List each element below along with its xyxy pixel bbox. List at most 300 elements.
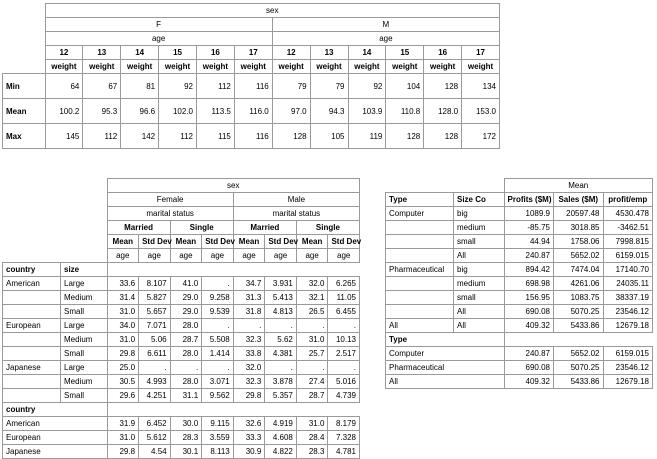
t3-s2-type: All — [386, 375, 505, 389]
t2-r5-c1: 6.611 — [139, 347, 171, 361]
t2-t1-c0: 31.0 — [107, 431, 139, 445]
t3-r1-profits: -85.75 — [504, 221, 554, 235]
t2-r2-c3: 9.539 — [202, 305, 234, 319]
t1-max-m-12: 128 — [272, 124, 310, 149]
t2-blank-b4 — [202, 403, 234, 417]
t1-max-m-16: 128 — [424, 124, 462, 149]
t1-max-f-16: 115 — [197, 124, 235, 149]
t2-age-fs-std: age — [202, 249, 234, 263]
t3-r7-sales: 5070.25 — [554, 305, 604, 319]
t2-r3-country: European — [3, 319, 61, 333]
t2-sex-group-male: Male — [233, 193, 359, 207]
t2-corner-blank-8 — [61, 221, 108, 235]
t1-mean-m-15: 110.8 — [386, 99, 424, 124]
t2-blank-b7 — [296, 403, 328, 417]
t1-measure-f-16: weight — [197, 60, 235, 74]
t3-r4-size: big — [454, 263, 505, 277]
t2-sex-group-female: Female — [107, 193, 233, 207]
table-row — [3, 417, 360, 431]
t3-r3-sales: 5652.02 — [554, 249, 604, 263]
t3-r8-profit-emp: 12679.18 — [603, 319, 653, 333]
t2-r8-c5: 5.357 — [265, 389, 297, 403]
t2-r8-c0: 29.6 — [107, 389, 139, 403]
t3-r2-profit-emp: 7998.815 — [603, 235, 653, 249]
t2-r7-c4: 32.3 — [233, 375, 265, 389]
t2-r1-size: Medium — [61, 291, 108, 305]
t2-stat-ms-mean: Mean — [296, 235, 328, 249]
t2-t1-country: European — [3, 431, 108, 445]
t2-r1-c1: 5.827 — [139, 291, 171, 305]
t1-max-m-17: 172 — [462, 124, 500, 149]
t2-r0-c7: 6.265 — [328, 277, 360, 291]
t2-r3-c1: 7.071 — [139, 319, 171, 333]
t2-r6-c2: . — [170, 361, 202, 375]
t2-blank-a3 — [170, 263, 202, 277]
t1-max-f-12: 145 — [45, 124, 83, 149]
t2-blank-b1 — [107, 403, 139, 417]
t2-age-fm-mean: age — [107, 249, 139, 263]
t3-r3-type — [386, 249, 454, 263]
t2-t0-c4: 32.6 — [233, 417, 265, 431]
t2-male-married: Married — [233, 221, 296, 235]
t2-r5-c4: 33.8 — [233, 347, 265, 361]
t3-r4-profits: 894.42 — [504, 263, 554, 277]
t2-r4-country — [3, 333, 61, 347]
t3-col-sizeco: Size Co — [454, 193, 505, 207]
table-row — [3, 124, 500, 149]
t2-blank-b2 — [139, 403, 171, 417]
t2-r4-c0: 31.0 — [107, 333, 139, 347]
t3-r7-size: All — [454, 305, 505, 319]
t3-r5-size: medium — [454, 277, 505, 291]
t2-r3-c3: . — [202, 319, 234, 333]
t1-corner-blank-5 — [3, 60, 46, 74]
t2-r6-c5: . — [265, 361, 297, 375]
t2-r6-size: Large — [61, 361, 108, 375]
t2-r5-size: Small — [61, 347, 108, 361]
t2-r1-c4: 31.3 — [233, 291, 265, 305]
t3-r3-profit-emp: 6159.015 — [603, 249, 653, 263]
t2-corner-blank-9 — [3, 235, 61, 249]
t2-r2-c2: 29.0 — [170, 305, 202, 319]
t2-stat-fm-std: Std Dev — [139, 235, 171, 249]
t1-corner-blank-3 — [3, 32, 46, 46]
t3-r2-sales: 1758.06 — [554, 235, 604, 249]
t2-t1-c6: 28.4 — [296, 431, 328, 445]
t1-age-f-16: 16 — [197, 46, 235, 60]
t3-s2-sales: 5433.86 — [554, 375, 604, 389]
t3-s0-sales: 5652.02 — [554, 347, 604, 361]
table-row — [3, 305, 360, 319]
t2-t2-c3: 8.113 — [202, 445, 234, 459]
t3-s2-profits: 409.32 — [504, 375, 554, 389]
t2-r7-size: Medium — [61, 375, 108, 389]
t2-corner-blank-4 — [61, 193, 108, 207]
t1-measure-m-15: weight — [386, 60, 424, 74]
table-row — [386, 361, 653, 375]
t2-t1-c1: 5.612 — [139, 431, 171, 445]
t2-r8-c6: 28.7 — [296, 389, 328, 403]
table-row — [3, 74, 500, 99]
t1-measure-f-14: weight — [121, 60, 159, 74]
t2-blank-b8 — [328, 403, 360, 417]
table-row — [3, 319, 360, 333]
t3-r7-profit-emp: 23546.12 — [603, 305, 653, 319]
t2-blank-a7 — [296, 263, 328, 277]
company-profits-table — [385, 178, 653, 389]
t3-blank-1 — [504, 333, 554, 347]
table-row — [386, 347, 653, 361]
t2-r6-c3: . — [202, 361, 234, 375]
t1-min-m-12: 79 — [272, 74, 310, 99]
t3-r6-profit-emp: 38337.19 — [603, 291, 653, 305]
t2-t0-c5: 4.919 — [265, 417, 297, 431]
t3-r6-profits: 156.95 — [504, 291, 554, 305]
t2-blank-b6 — [265, 403, 297, 417]
t3-s1-profits: 690.08 — [504, 361, 554, 375]
t3-r0-size: big — [454, 207, 505, 221]
t2-sex-header: sex — [107, 179, 360, 193]
t1-row-label-min: Min — [3, 74, 46, 99]
t1-mean-f-12: 100.2 — [45, 99, 83, 124]
t1-measure-f-12: weight — [45, 60, 83, 74]
t2-blank-a4 — [202, 263, 234, 277]
t1-mean-f-15: 102.0 — [159, 99, 197, 124]
table-row — [386, 375, 653, 389]
t1-max-f-14: 142 — [121, 124, 159, 149]
t3-r8-type: All — [386, 319, 454, 333]
t2-female-married: Married — [107, 221, 170, 235]
t2-corner-blank-2 — [61, 179, 108, 193]
t2-r6-country: Japanese — [3, 361, 61, 375]
t2-blank-b3 — [170, 403, 202, 417]
t2-r8-c4: 29.8 — [233, 389, 265, 403]
t1-age-header-m: age — [272, 32, 499, 46]
t2-r3-c4: . — [233, 319, 265, 333]
t1-max-m-14: 119 — [348, 124, 386, 149]
t3-s1-type: Pharmaceutical — [386, 361, 505, 375]
t3-r5-profit-emp: 24035.11 — [603, 277, 653, 291]
t2-r7-c2: 28.0 — [170, 375, 202, 389]
table-row — [3, 333, 360, 347]
t2-r4-c5: 5.62 — [265, 333, 297, 347]
table-row — [386, 319, 653, 333]
t3-r3-profits: 240.87 — [504, 249, 554, 263]
t2-r2-c4: 31.8 — [233, 305, 265, 319]
t3-r0-profit-emp: 4530.478 — [603, 207, 653, 221]
t2-corner-blank-11 — [3, 249, 61, 263]
t1-sex-header: sex — [45, 4, 500, 18]
t2-corner-blank — [3, 179, 61, 193]
t3-r6-sales: 1083.75 — [554, 291, 604, 305]
t2-total-header: country — [3, 403, 108, 417]
t2-r7-c0: 30.5 — [107, 375, 139, 389]
t2-r4-c2: 28.7 — [170, 333, 202, 347]
t3-r2-type — [386, 235, 454, 249]
t2-r2-size: Small — [61, 305, 108, 319]
t2-r4-c3: 5.508 — [202, 333, 234, 347]
t2-t0-c1: 6.452 — [139, 417, 171, 431]
t1-max-m-15: 128 — [386, 124, 424, 149]
t1-min-m-15: 104 — [386, 74, 424, 99]
t3-mean-header: Mean — [504, 179, 653, 193]
t3-s0-profit-emp: 6159.015 — [603, 347, 653, 361]
table-row — [386, 305, 653, 319]
t1-max-f-13: 112 — [83, 124, 121, 149]
t2-r0-c1: 8.107 — [139, 277, 171, 291]
t1-mean-f-13: 95.3 — [83, 99, 121, 124]
t2-r7-c7: 5.016 — [328, 375, 360, 389]
t3-blank-3 — [603, 333, 653, 347]
t3-r8-sales: 5433.86 — [554, 319, 604, 333]
t1-measure-m-12: weight — [272, 60, 310, 74]
t2-blank-a5 — [233, 263, 265, 277]
t2-t2-c2: 30.1 — [170, 445, 202, 459]
t2-r6-c4: 32.0 — [233, 361, 265, 375]
t1-age-f-15: 15 — [159, 46, 197, 60]
t2-r1-c2: 29.0 — [170, 291, 202, 305]
t1-min-m-14: 92 — [348, 74, 386, 99]
t2-marital-header-male: marital status — [233, 207, 359, 221]
t2-female-single: Single — [170, 221, 233, 235]
t3-corner-blank-2 — [454, 179, 505, 193]
t1-min-f-12: 64 — [45, 74, 83, 99]
t2-stat-fs-std: Std Dev — [202, 235, 234, 249]
t3-r8-size: All — [454, 319, 505, 333]
t3-col-type: Type — [386, 193, 454, 207]
t2-r4-c4: 32.3 — [233, 333, 265, 347]
table-row — [3, 99, 500, 124]
t1-min-f-13: 67 — [83, 74, 121, 99]
t2-t1-c2: 28.3 — [170, 431, 202, 445]
t1-age-f-17: 17 — [234, 46, 272, 60]
t3-r7-profits: 690.08 — [504, 305, 554, 319]
t2-blank-a8 — [328, 263, 360, 277]
t2-r0-c5: 3.931 — [265, 277, 297, 291]
t1-max-f-15: 112 — [159, 124, 197, 149]
t2-r8-size: Small — [61, 389, 108, 403]
table-row — [3, 445, 360, 459]
t2-t2-c1: 4.54 — [139, 445, 171, 459]
t2-t0-c2: 30.0 — [170, 417, 202, 431]
t1-age-m-13: 13 — [310, 46, 348, 60]
t3-r5-profits: 698.98 — [504, 277, 554, 291]
t2-r3-size: Large — [61, 319, 108, 333]
t2-stat-mm-mean: Mean — [233, 235, 265, 249]
t3-r1-sales: 3018.85 — [554, 221, 604, 235]
table-row — [3, 277, 360, 291]
t3-r6-type — [386, 291, 454, 305]
t1-age-m-16: 16 — [424, 46, 462, 60]
table-row — [3, 375, 360, 389]
t2-t1-c3: 3.559 — [202, 431, 234, 445]
t2-stat-fs-mean: Mean — [170, 235, 202, 249]
t2-stat-mm-std: Std Dev — [265, 235, 297, 249]
t2-r4-c6: 31.0 — [296, 333, 328, 347]
t1-corner-blank — [3, 4, 46, 18]
t1-row-label-mean: Mean — [3, 99, 46, 124]
t1-sex-group-f: F — [45, 18, 272, 32]
t2-r5-c5: 4.381 — [265, 347, 297, 361]
table-row — [386, 221, 653, 235]
t2-r1-c0: 31.4 — [107, 291, 139, 305]
t2-r6-c6: . — [296, 361, 328, 375]
t2-corner-blank-5 — [3, 207, 61, 221]
t2-r1-c3: 9.258 — [202, 291, 234, 305]
table-row — [386, 249, 653, 263]
t1-min-f-16: 112 — [197, 74, 235, 99]
table-row — [386, 207, 653, 221]
t2-col-size: size — [61, 263, 108, 277]
t2-t1-c5: 4.608 — [265, 431, 297, 445]
t2-r2-c1: 5.657 — [139, 305, 171, 319]
t2-r5-c2: 28.0 — [170, 347, 202, 361]
t3-r1-type — [386, 221, 454, 235]
t2-t0-c3: 9.115 — [202, 417, 234, 431]
t3-r0-profits: 1089.9 — [504, 207, 554, 221]
t2-t0-c7: 8.179 — [328, 417, 360, 431]
t1-age-m-12: 12 — [272, 46, 310, 60]
t2-r6-c7: . — [328, 361, 360, 375]
t1-measure-f-17: weight — [234, 60, 272, 74]
t2-age-mm-std: age — [265, 249, 297, 263]
table-row — [3, 431, 360, 445]
t2-r3-c7: . — [328, 319, 360, 333]
t1-sex-group-m: M — [272, 18, 499, 32]
t1-min-f-15: 92 — [159, 74, 197, 99]
table-row — [386, 235, 653, 249]
t3-r4-sales: 7474.04 — [554, 263, 604, 277]
t1-age-f-13: 13 — [83, 46, 121, 60]
table-row — [3, 347, 360, 361]
t2-r7-c3: 3.071 — [202, 375, 234, 389]
t1-age-m-14: 14 — [348, 46, 386, 60]
t1-row-label-max: Max — [3, 124, 46, 149]
t2-age-fs-mean: age — [170, 249, 202, 263]
t2-t0-country: American — [3, 417, 108, 431]
t2-r3-c6: . — [296, 319, 328, 333]
t2-r0-c2: 41.0 — [170, 277, 202, 291]
t1-mean-f-17: 116.0 — [234, 99, 272, 124]
t1-max-m-13: 105 — [310, 124, 348, 149]
t2-r0-c4: 34.7 — [233, 277, 265, 291]
t2-r2-country — [3, 305, 61, 319]
t3-col-sales: Sales ($M) — [554, 193, 604, 207]
t1-age-f-14: 14 — [121, 46, 159, 60]
t1-mean-m-17: 153.0 — [462, 99, 500, 124]
t2-r4-c1: 5.06 — [139, 333, 171, 347]
t2-r6-c1: . — [139, 361, 171, 375]
t2-r7-c1: 4.993 — [139, 375, 171, 389]
t1-mean-f-16: 113.5 — [197, 99, 235, 124]
t2-r2-c6: 26.5 — [296, 305, 328, 319]
t2-r2-c0: 31.0 — [107, 305, 139, 319]
t1-measure-m-17: weight — [462, 60, 500, 74]
t2-r7-country — [3, 375, 61, 389]
t2-r8-c1: 4.251 — [139, 389, 171, 403]
t2-r1-country — [3, 291, 61, 305]
t2-r1-c6: 32.1 — [296, 291, 328, 305]
t3-r2-size: small — [454, 235, 505, 249]
t1-mean-m-12: 97.0 — [272, 99, 310, 124]
t2-t2-c0: 29.8 — [107, 445, 139, 459]
t2-blank-b5 — [233, 403, 265, 417]
t3-col-profits: Profits ($M) — [504, 193, 554, 207]
t3-blank-2 — [554, 333, 604, 347]
t1-age-m-17: 17 — [462, 46, 500, 60]
table-row — [386, 291, 653, 305]
t2-r2-c5: 4.813 — [265, 305, 297, 319]
table-row — [3, 361, 360, 375]
t2-r5-c6: 25.7 — [296, 347, 328, 361]
t3-s0-type: Computer — [386, 347, 505, 361]
t2-blank-a2 — [139, 263, 171, 277]
t2-t1-c7: 7.328 — [328, 431, 360, 445]
t3-s2-profit-emp: 12679.18 — [603, 375, 653, 389]
t1-min-m-16: 128 — [424, 74, 462, 99]
t2-r3-c2: 28.0 — [170, 319, 202, 333]
t2-corner-blank-12 — [61, 249, 108, 263]
t3-r4-profit-emp: 17140.70 — [603, 263, 653, 277]
t2-col-country: country — [3, 263, 61, 277]
t3-r0-type: Computer — [386, 207, 454, 221]
t2-r0-size: Large — [61, 277, 108, 291]
table-row — [386, 277, 653, 291]
t2-r0-c6: 32.0 — [296, 277, 328, 291]
table-row — [3, 291, 360, 305]
t3-corner-blank — [386, 179, 454, 193]
t1-min-f-17: 116 — [234, 74, 272, 99]
t1-min-m-17: 134 — [462, 74, 500, 99]
t3-col-profit-emp: profit/emp — [603, 193, 653, 207]
t2-t0-c6: 31.0 — [296, 417, 328, 431]
t2-r8-c2: 31.1 — [170, 389, 202, 403]
table-row — [3, 389, 360, 403]
t2-t2-c4: 30.9 — [233, 445, 265, 459]
t2-r4-c7: 10.13 — [328, 333, 360, 347]
t1-mean-m-16: 128.0 — [424, 99, 462, 124]
t3-s1-sales: 5070.25 — [554, 361, 604, 375]
t2-age-ms-mean: age — [296, 249, 328, 263]
t2-r8-c3: 9.562 — [202, 389, 234, 403]
t3-r2-profits: 44.94 — [504, 235, 554, 249]
t2-t2-c6: 28.3 — [296, 445, 328, 459]
t2-r1-c7: 11.05 — [328, 291, 360, 305]
t3-r1-size: medium — [454, 221, 505, 235]
t2-r8-country — [3, 389, 61, 403]
t2-r6-c0: 25.0 — [107, 361, 139, 375]
t2-r5-country — [3, 347, 61, 361]
t2-male-single: Single — [296, 221, 359, 235]
t2-t0-c0: 31.9 — [107, 417, 139, 431]
t2-corner-blank-10 — [61, 235, 108, 249]
t3-r5-sales: 4261.06 — [554, 277, 604, 291]
t2-r7-c6: 27.4 — [296, 375, 328, 389]
t1-measure-m-13: weight — [310, 60, 348, 74]
t2-r0-country: American — [3, 277, 61, 291]
t2-t1-c4: 33.3 — [233, 431, 265, 445]
t1-measure-m-16: weight — [424, 60, 462, 74]
t1-measure-f-15: weight — [159, 60, 197, 74]
t2-age-mm-mean: age — [233, 249, 265, 263]
t2-blank-a6 — [265, 263, 297, 277]
t2-marital-header-female: marital status — [107, 207, 233, 221]
t1-mean-m-13: 94.3 — [310, 99, 348, 124]
t1-age-header-f: age — [45, 32, 272, 46]
t1-min-m-13: 79 — [310, 74, 348, 99]
t2-r4-size: Medium — [61, 333, 108, 347]
t1-age-f-12: 12 — [45, 46, 83, 60]
